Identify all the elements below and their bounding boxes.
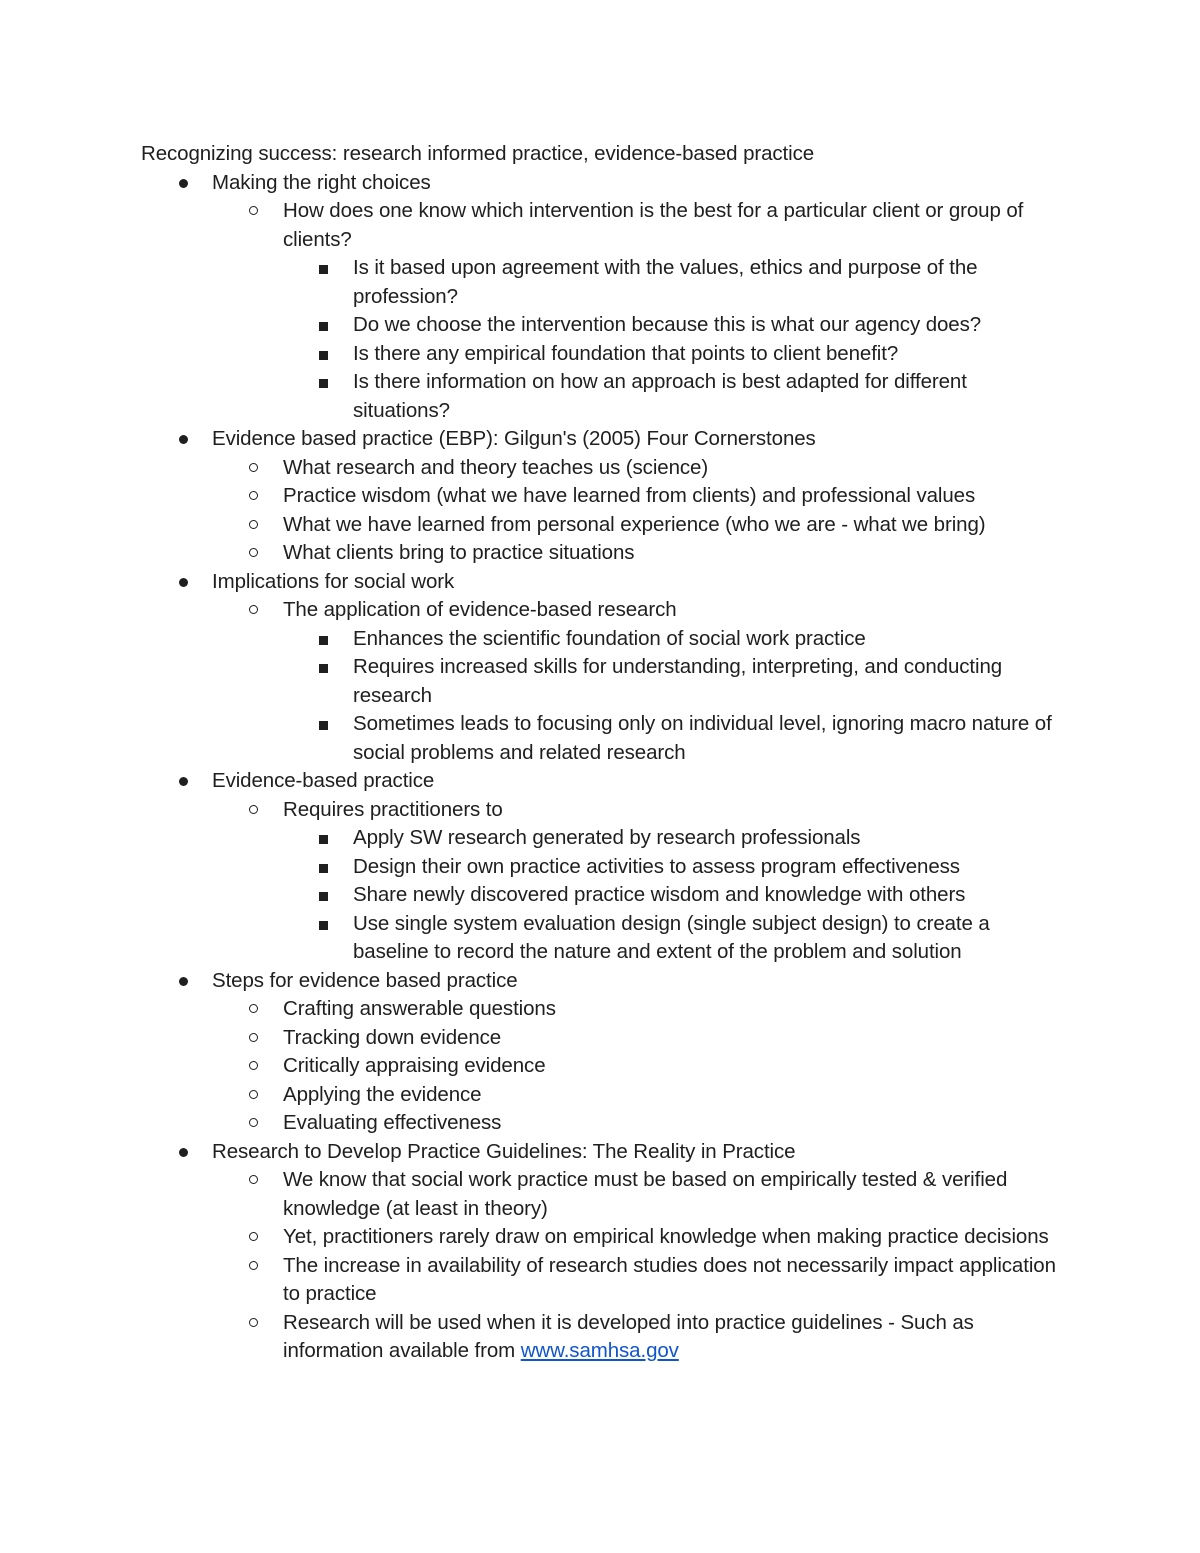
- circle-bullet-icon: [249, 1261, 258, 1270]
- list-item: [141, 1081, 1061, 1110]
- list-item-text: Practice wisdom (what we have learned from clients) and professional values: [283, 484, 976, 507]
- section-heading: Research to Develop Practice Guidelines: The Reality in Practice: [212, 1139, 796, 1163]
- square-bullet-icon: [319, 921, 328, 930]
- list-item-text: Requires practitioners to: [283, 797, 503, 821]
- disc-bullet-icon: [179, 578, 188, 587]
- square-bullet-icon: [319, 721, 328, 730]
- list-item-text: Is there any empirical foundation that points to client benefit?: [353, 341, 899, 365]
- section-practice-guidelines: [141, 1138, 1061, 1167]
- list-item-text: Critically appraising evidence: [283, 1054, 546, 1077]
- list-item-text: Apply SW research generated by research professionals: [353, 826, 861, 849]
- list-item: [141, 653, 1061, 710]
- list-item: [141, 1109, 1061, 1138]
- circle-bullet-icon: [249, 520, 258, 529]
- disc-bullet-icon: [179, 179, 188, 188]
- square-bullet-icon: [319, 892, 328, 901]
- list-item: [141, 254, 1061, 311]
- samhsa-link[interactable]: www.samhsa.gov: [520, 1339, 679, 1362]
- circle-bullet-icon: [249, 1090, 258, 1099]
- list-item: [141, 625, 1061, 654]
- list-item-text: Applying the evidence: [283, 1082, 482, 1106]
- list-item-text: Do we choose the intervention because this is what our agency does?: [353, 313, 982, 336]
- list-item: [141, 1166, 1061, 1223]
- list-item-text: Is there information on how an approach is best adapted for different situations?: [353, 370, 967, 422]
- section-heading: Evidence based practice (EBP): Gilgun's (2005) Four Cornerstones: [212, 427, 816, 450]
- list-item: [141, 1052, 1061, 1081]
- list-item-text: Enhances the scientific foundation of social work practice: [353, 626, 866, 650]
- circle-bullet-icon: [249, 1232, 258, 1241]
- list-item: [141, 910, 1061, 967]
- list-item-text: What clients bring to practice situations: [283, 541, 635, 564]
- circle-bullet-icon: [249, 1004, 258, 1013]
- list-item: [141, 1309, 1061, 1366]
- section-heading: Steps for evidence based practice: [212, 968, 518, 992]
- list-item-text: Crafting answerable questions: [283, 997, 556, 1020]
- list-item: [141, 539, 1061, 568]
- section-ebp-cornerstones: [141, 425, 1061, 454]
- list-item-text: What research and theory teaches us (science): [283, 455, 709, 479]
- section-ebp-steps: [141, 967, 1061, 996]
- circle-bullet-icon: [249, 805, 258, 814]
- square-bullet-icon: [319, 322, 328, 331]
- list-item: [141, 995, 1061, 1024]
- list-item-text: Requires increased skills for understanding, interpreting, and conducting research: [353, 655, 1003, 707]
- square-bullet-icon: [319, 636, 328, 645]
- square-bullet-icon: [319, 835, 328, 844]
- section-heading: Making the right choices: [212, 170, 431, 194]
- list-item: [141, 824, 1061, 853]
- square-bullet-icon: [319, 351, 328, 360]
- list-item-text: Evaluating effectiveness: [283, 1111, 502, 1134]
- section-evidence-based-practice: [141, 767, 1061, 796]
- circle-bullet-icon: [249, 1033, 258, 1042]
- square-bullet-icon: [319, 265, 328, 274]
- disc-bullet-icon: [179, 435, 188, 444]
- disc-bullet-icon: [179, 977, 188, 986]
- list-item-text: Use single system evaluation design (single subject design) to create a baseline to record the nature and extent of the problem and solution: [353, 911, 990, 963]
- section-implications: [141, 568, 1061, 597]
- circle-bullet-icon: [249, 1175, 258, 1184]
- list-item-text: Share newly discovered practice wisdom and knowledge with others: [353, 883, 966, 906]
- circle-bullet-icon: [249, 548, 258, 557]
- square-bullet-icon: [319, 864, 328, 873]
- circle-bullet-icon: [249, 1318, 258, 1327]
- list-item: [141, 368, 1061, 425]
- list-item-text: Design their own practice activities to assess program effectiveness: [353, 854, 960, 878]
- list-item: [141, 1223, 1061, 1252]
- section-heading: Implications for social work: [212, 569, 455, 593]
- circle-bullet-icon: [249, 206, 258, 215]
- circle-bullet-icon: [249, 491, 258, 500]
- list-item-text: Is it based upon agreement with the values, ethics and purpose of the profession?: [353, 256, 978, 308]
- list-item-text: Tracking down evidence: [283, 1025, 502, 1049]
- list-item: [141, 1252, 1061, 1309]
- list-item: [141, 853, 1061, 882]
- list-item: [141, 1024, 1061, 1053]
- section-making-choices: [141, 169, 1061, 198]
- list-item: [141, 454, 1061, 483]
- disc-bullet-icon: [179, 777, 188, 786]
- list-item-text: We know that social work practice must be based on empirically tested & verified knowledge (at least in theory): [283, 1168, 1008, 1220]
- list-item: [141, 881, 1061, 910]
- list-item: [141, 482, 1061, 511]
- list-item-text: How does one know which intervention is the best for a particular client or group of clients?: [283, 199, 1024, 251]
- circle-bullet-icon: [249, 1118, 258, 1127]
- section-heading: Evidence-based practice: [212, 769, 435, 792]
- circle-bullet-icon: [249, 463, 258, 472]
- list-item: [141, 796, 1061, 825]
- list-item-text: The increase in availability of research studies does not necessarily impact application to practice: [283, 1253, 1056, 1305]
- list-item-text: Yet, practitioners rarely draw on empirical knowledge when making practice decisions: [283, 1225, 1049, 1248]
- square-bullet-icon: [319, 379, 328, 388]
- document-content: [141, 140, 1061, 1366]
- list-item: [141, 511, 1061, 540]
- list-item: [141, 596, 1061, 625]
- square-bullet-icon: [319, 664, 328, 673]
- list-item: [141, 197, 1061, 254]
- list-item: [141, 311, 1061, 340]
- list-item-text: Sometimes leads to focusing only on individual level, ignoring macro nature of social problems and related research: [353, 712, 1052, 764]
- list-item-text: Research will be used when it is developed into practice guidelines - Such as information available from: [283, 1310, 974, 1362]
- circle-bullet-icon: [249, 1061, 258, 1070]
- list-item-text: What we have learned from personal experience (who we are - what we bring): [283, 512, 986, 536]
- circle-bullet-icon: [249, 605, 258, 614]
- document-title: Recognizing success: research informed practice, evidence-based practice: [141, 142, 815, 165]
- disc-bullet-icon: [179, 1148, 188, 1157]
- outline-list: [141, 169, 1061, 1366]
- list-item: [141, 340, 1061, 369]
- list-item: [141, 710, 1061, 767]
- list-item-text: The application of evidence-based research: [283, 598, 677, 621]
